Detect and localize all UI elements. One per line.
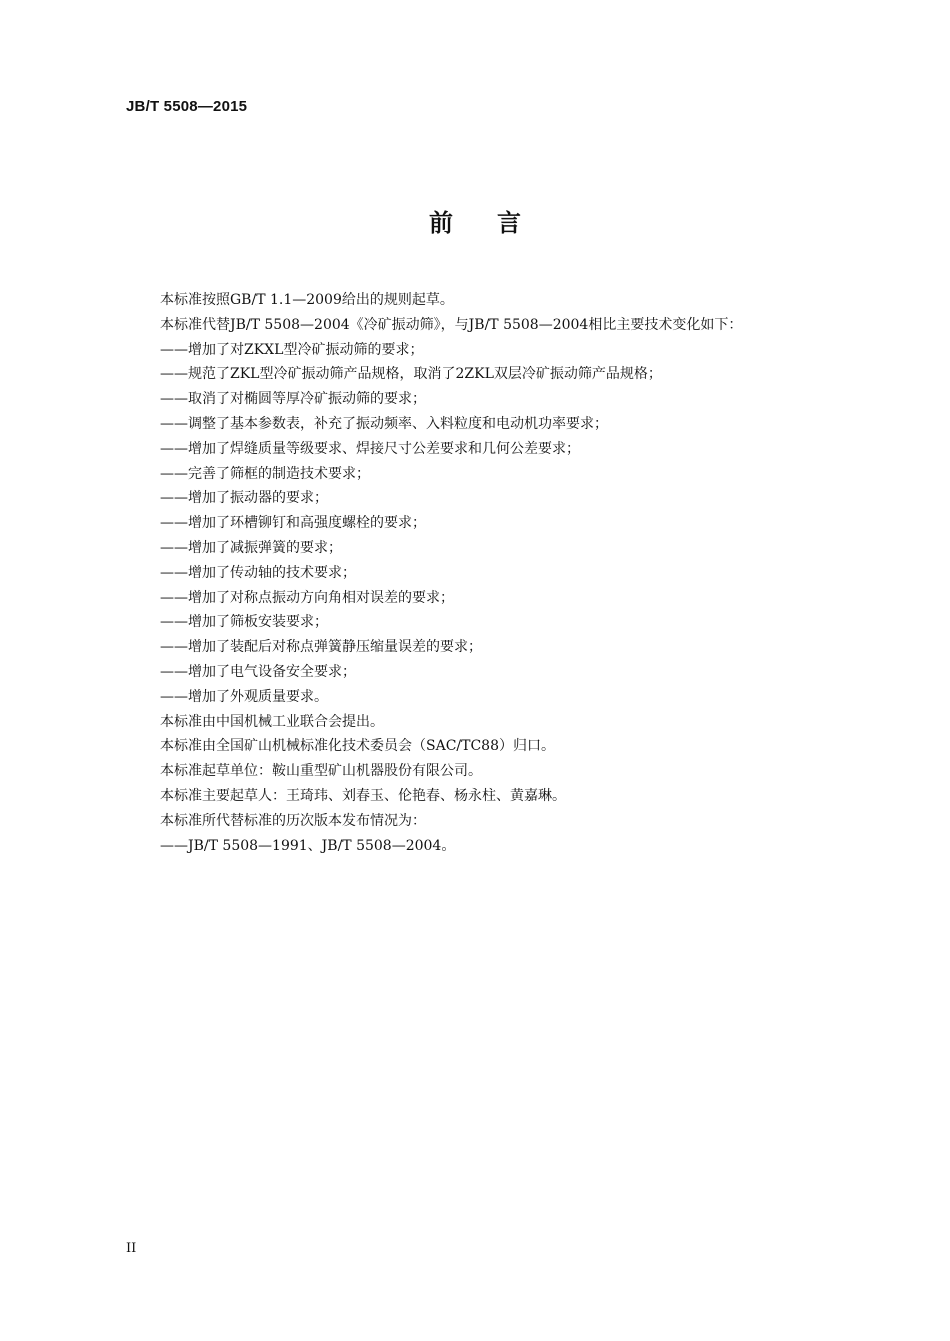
- change-item: ——增加了筛板安装要求；: [160, 614, 328, 631]
- change-item: ——增加了减振弹簧的要求；: [160, 539, 342, 556]
- page-number: II: [126, 1241, 137, 1256]
- intro-line: 本标准代替JB/T 5508—2004《冷矿振动筛》，与JB/T 5508—2004相比主要技术变化如下：: [160, 316, 743, 333]
- change-item: ——取消了对椭圆等厚冷矿振动筛的要求；: [160, 391, 426, 408]
- closing-line: 本标准起草单位：鞍山重型矿山机器股份有限公司。: [160, 763, 482, 780]
- change-item: ——增加了对称点振动方向角相对误差的要求；: [160, 589, 454, 606]
- intro-line: 本标准按照GB/T 1.1—2009给出的规则起草。: [160, 292, 454, 308]
- change-item: ——完善了筛框的制造技术要求；: [160, 465, 370, 482]
- change-item: ——增加了电气设备安全要求；: [160, 663, 356, 680]
- page-title: 前言: [429, 209, 565, 237]
- foreword-body: [160, 288, 810, 858]
- change-item: ——增加了振动器的要求；: [160, 490, 328, 507]
- change-item: ——增加了外观质量要求。: [160, 688, 328, 705]
- closing-line: 本标准所代替标准的历次版本发布情况为：: [160, 812, 426, 829]
- history-item: ——JB/T 5508—1991、JB/T 5508—2004。: [160, 837, 456, 854]
- closing-line: 本标准主要起草人：王琦玮、刘春玉、伦艳春、杨永柱、黄嘉琳。: [160, 787, 566, 804]
- change-item: ——增加了焊缝质量等级要求、焊接尺寸公差要求和几何公差要求；: [160, 440, 580, 457]
- standard-code: JB/T 5508—2015: [126, 98, 248, 115]
- closing-line: 本标准由中国机械工业联合会提出。: [160, 713, 384, 730]
- change-item: ——规范了ZKL型冷矿振动筛产品规格，取消了2ZKL双层冷矿振动筛产品规格；: [160, 366, 662, 383]
- change-item: ——增加了装配后对称点弹簧静压缩量误差的要求；: [160, 639, 482, 656]
- change-item: ——增加了环槽铆钉和高强度螺栓的要求；: [160, 515, 426, 532]
- change-item: ——调整了基本参数表，补充了振动频率、入料粒度和电动机功率要求；: [160, 415, 608, 432]
- change-item: ——增加了对ZKXL型冷矿振动筛的要求；: [160, 341, 424, 358]
- closing-line: 本标准由全国矿山机械标准化技术委员会（SAC/TC88）归口。: [160, 738, 555, 755]
- change-item: ——增加了传动轴的技术要求；: [160, 564, 356, 581]
